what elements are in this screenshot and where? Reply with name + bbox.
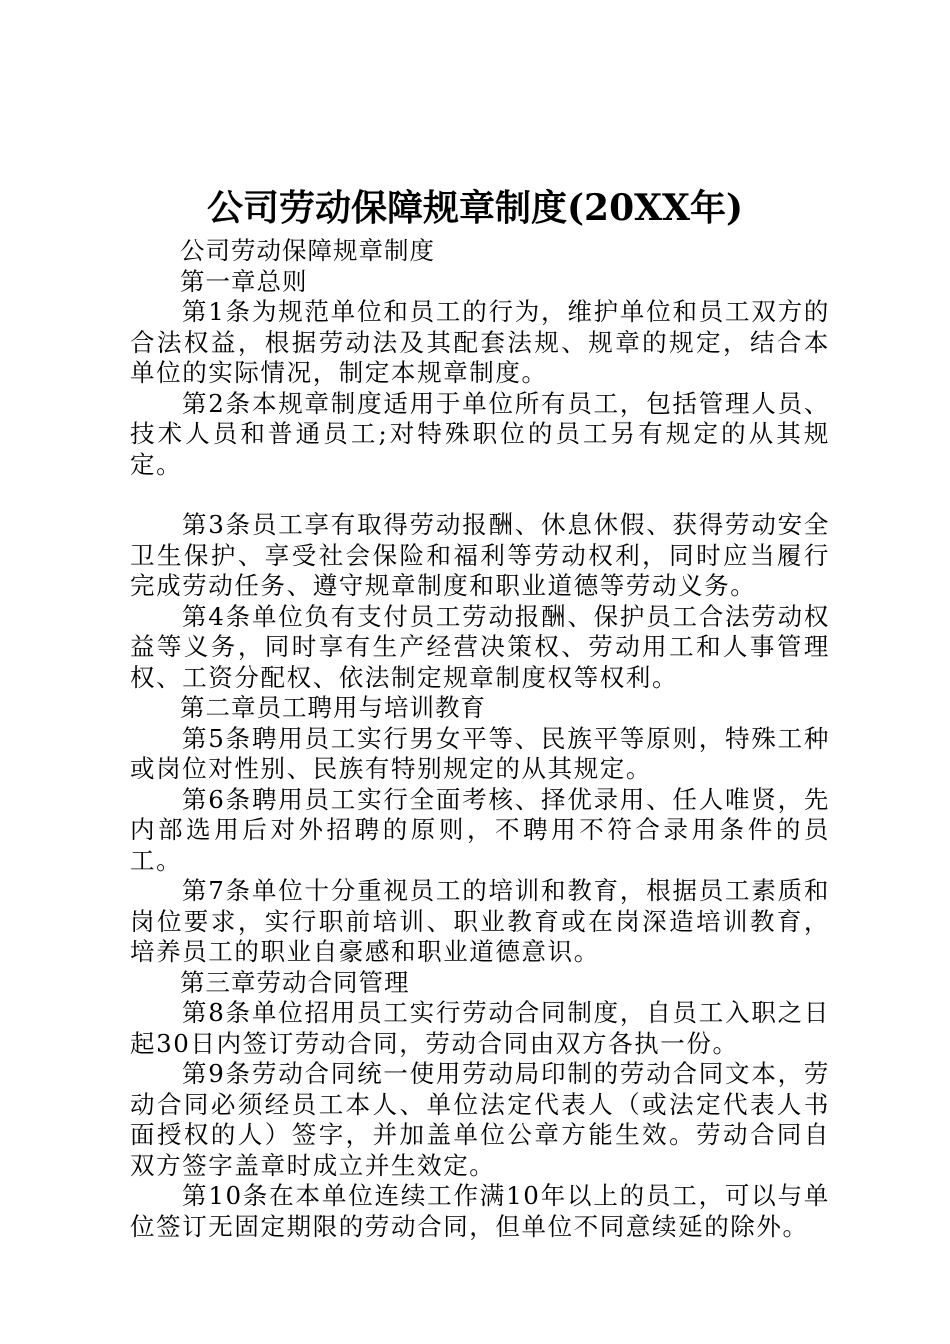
article-9: 第9条劳动合同统一使用劳动局印制的劳动合同文本，劳动合同必须经员工本人、单位法定代表人（或法定代表人书面授权的人）签字，并加盖单位公章方能生效。劳动合同自双方签字盖章时成立并生效定。 bbox=[130, 1059, 830, 1180]
article-3: 第3条员工享有取得劳动报酬、休息休假、获得劳动安全卫生保护、享受社会保险和福利等劳动权利，同时应当履行完成劳动任务、遵守规章制度和职业道德等劳动义务。 bbox=[130, 510, 830, 600]
article-1: 第1条为规范单位和员工的行为，维护单位和员工双方的合法权益，根据劳动法及其配套法规、规章的规定，结合本单位的实际情况，制定本规章制度。 bbox=[130, 297, 830, 387]
chapter-heading-3: 第三章劳动合同管理 bbox=[180, 967, 410, 997]
article-2: 第2条本规章制度适用于单位所有员工，包括管理人员、技术人员和普通员工;对特殊职位的员工另有规定的从其规定。 bbox=[130, 388, 830, 479]
chapter-heading-1: 第一章总则 bbox=[180, 266, 308, 296]
article-6: 第6条聘用员工实行全面考核、择优录用、任人唯贤，先内部选用后对外招聘的原则，不聘用不符合录用条件的员工。 bbox=[130, 784, 830, 875]
article-4: 第4条单位负有支付员工劳动报酬、保护员工合法劳动权益等义务，同时享有生产经营决策权、劳动用工和人事管理权、工资分配权、依法制定规章制度权等权利。 bbox=[130, 601, 830, 692]
article-5: 第5条聘用员工实行男女平等、民族平等原则，特殊工种或岗位对性别、民族有特别规定的从其规定。 bbox=[130, 723, 830, 783]
article-10: 第10条在本单位连续工作满10年以上的员工，可以与单位签订无固定期限的劳动合同，但单位不同意续延的除外。 bbox=[130, 1181, 830, 1241]
article-7: 第7条单位十分重视员工的培训和教育，根据员工素质和岗位要求，实行职前培训、职业教育或在岗深造培训教育，培养员工的职业自豪感和职业道德意识。 bbox=[130, 876, 830, 966]
document-subtitle: 公司劳动保障规章制度 bbox=[180, 236, 435, 265]
article-8: 第8条单位招用员工实行劳动合同制度，自员工入职之日起30日内签订劳动合同，劳动合同由双方各执一份。 bbox=[130, 998, 830, 1058]
document-title: 公司劳动保障规章制度(20XX年) bbox=[206, 187, 744, 229]
document-body bbox=[130, 236, 830, 1242]
chapter-heading-2: 第二章员工聘用与培训教育 bbox=[180, 693, 486, 722]
